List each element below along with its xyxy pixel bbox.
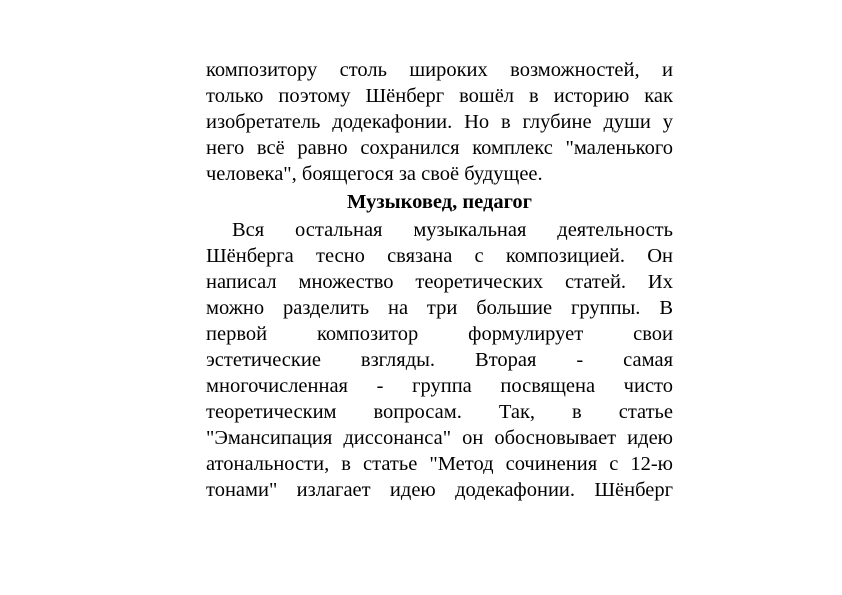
text-line: тонами" излагает идею додекафонии. Шёнберг bbox=[206, 479, 673, 501]
text-line: "Эмансипация диссонанса" он обосновывает идею bbox=[206, 427, 673, 449]
text-line: атональности, в статье "Метод сочинения с 12-ю bbox=[206, 453, 673, 475]
text-line: только поэтому Шёнберг вошёл в историю как bbox=[206, 85, 673, 107]
text-line: эстетические взгляды. Вторая - самая bbox=[206, 349, 673, 371]
text-line: многочисленная - группа посвящена чисто bbox=[206, 375, 673, 397]
text-line: Вся остальная музыкальная деятельность bbox=[232, 219, 673, 241]
text-line: можно разделить на три большие группы. В bbox=[206, 297, 673, 319]
text-line: написал множество теоретических статей. Их bbox=[206, 271, 673, 293]
text-line: изобретатель додекафонии. Но в глубине души у bbox=[206, 111, 673, 133]
text-line: человека", боящегося за своё будущее. bbox=[206, 163, 543, 185]
section-heading: Музыковед, педагог bbox=[347, 191, 532, 213]
text-line: композитору столь широких возможностей, и bbox=[206, 59, 673, 81]
text-line: Шёнберга тесно связана с композицией. Он bbox=[206, 245, 673, 267]
text-line: него всё равно сохранился комплекс "маленького bbox=[206, 137, 673, 159]
document-page bbox=[206, 57, 673, 503]
text-line: первой композитор формулирует свои bbox=[206, 323, 673, 345]
text-line: теоретическим вопросам. Так, в статье bbox=[206, 401, 673, 423]
